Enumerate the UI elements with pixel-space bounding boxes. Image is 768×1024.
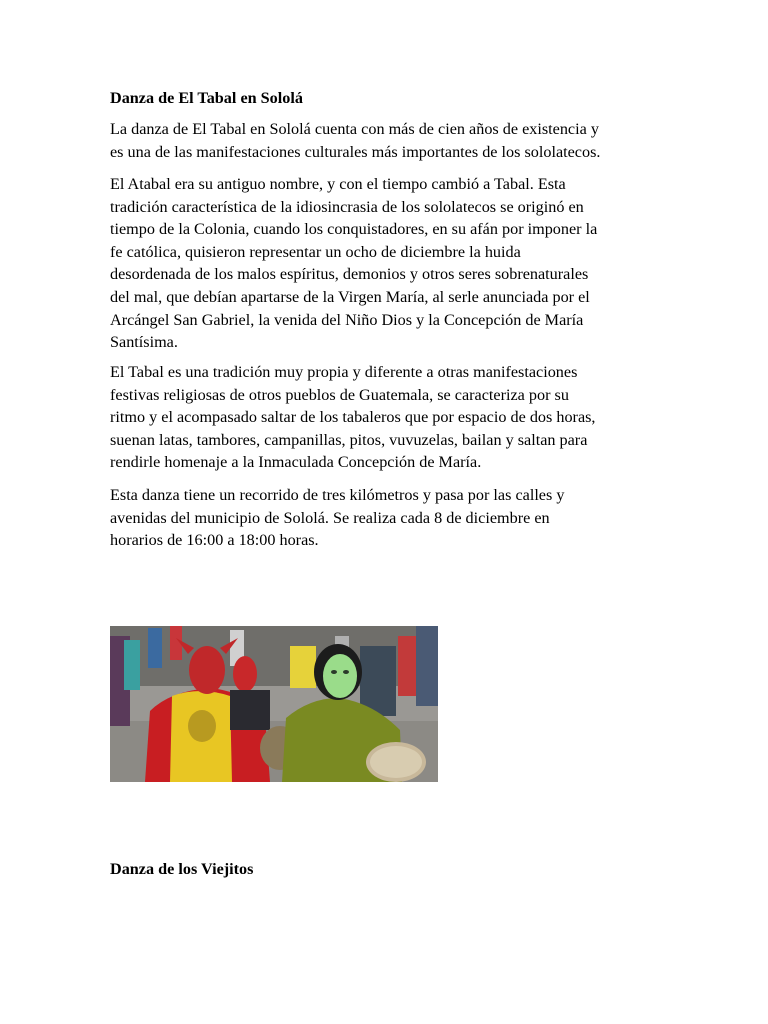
- text-line: Arcángel San Gabriel, la venida del Niño Dios y la Concepción de María: [110, 310, 584, 329]
- second-devil-body: [230, 690, 270, 730]
- section-heading-tabal: Danza de El Tabal en Sololá: [110, 89, 303, 107]
- paragraph-2: [110, 173, 660, 354]
- text-line: festivas religiosas de otros pueblos de Guatemala, se caracteriza por su: [110, 385, 569, 404]
- tunic-emblem: [188, 710, 216, 742]
- section-heading-viejitos: Danza de los Viejitos: [110, 860, 254, 878]
- tabal-dancers-photo: [110, 626, 438, 782]
- text-line: tiempo de la Colonia, cuando los conquistadores, en su afán por imponer la: [110, 220, 598, 239]
- text-line: es una de las manifestaciones culturales más importantes de los sololatecos.: [110, 142, 601, 161]
- text-line: fe católica, quisieron representar un ocho de diciembre la huida: [110, 242, 521, 261]
- paragraph-4: [110, 484, 660, 552]
- crowd-person: [124, 640, 140, 690]
- drum-head: [370, 746, 422, 778]
- mask-eye: [343, 670, 349, 674]
- text-line: avenidas del municipio de Sololá. Se realiza cada 8 de diciembre en: [110, 508, 550, 527]
- second-devil-mask: [233, 656, 257, 692]
- crowd-person-yellow: [290, 646, 316, 688]
- text-line: La danza de El Tabal en Sololá cuenta con más de cien años de existencia y: [110, 120, 599, 138]
- text-line: ritmo y el acompasado saltar de los tabaleros que por espacio de dos horas,: [110, 408, 596, 427]
- text-line: Santísima.: [110, 333, 178, 352]
- text-line: del mal, que debían apartarse de la Virgen María, al serle anunciada por el: [110, 287, 590, 306]
- paragraph-1: [110, 118, 660, 163]
- text-line: desordenada de los malos espíritus, demonios y otros seres sobrenaturales: [110, 265, 589, 284]
- mask-eye: [331, 670, 337, 674]
- devil-mask: [189, 646, 225, 694]
- text-line: tradición característica de la idiosincrasia de los sololatecos se originó en: [110, 197, 584, 216]
- text-line: rendirle homenaje a la Inmaculada Concepción de María.: [110, 453, 482, 472]
- text-line: horarios de 16:00 a 18:00 horas.: [110, 531, 319, 550]
- text-line: El Tabal es una tradición muy propia y diferente a otras manifestaciones: [110, 363, 578, 381]
- photo-illustration: [110, 626, 438, 782]
- crowd-person: [416, 626, 438, 706]
- crowd-person-dark: [360, 646, 396, 716]
- green-mask: [323, 654, 357, 698]
- text-line: suenan latas, tambores, campanillas, pitos, vuvuzelas, bailan y saltan para: [110, 430, 588, 449]
- paragraph-3: [110, 361, 660, 474]
- crowd-person: [148, 628, 162, 668]
- text-line: El Atabal era su antiguo nombre, y con el tiempo cambió a Tabal. Esta: [110, 175, 566, 193]
- text-line: Esta danza tiene un recorrido de tres kilómetros y pasa por las calles y: [110, 486, 565, 504]
